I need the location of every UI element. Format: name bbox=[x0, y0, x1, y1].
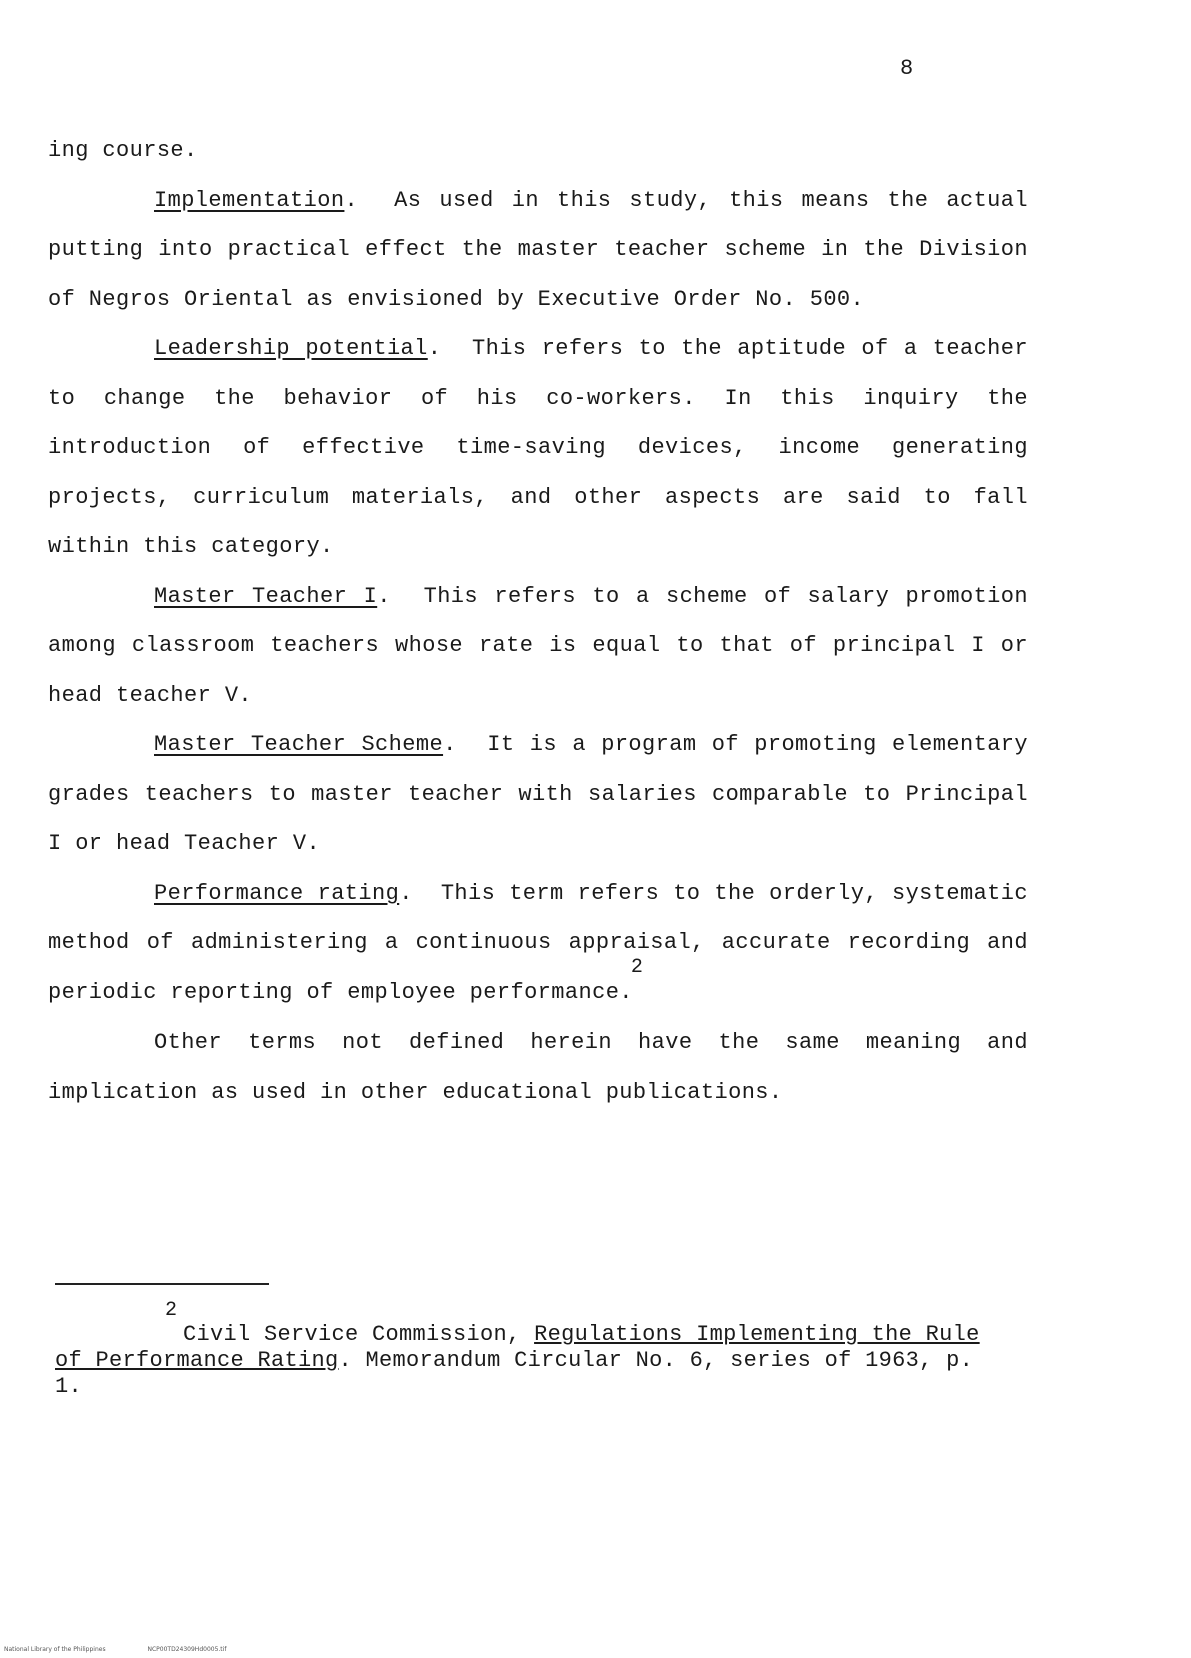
footnote-mark: 2 bbox=[165, 1299, 178, 1322]
footnote-author: Civil Service Commission, bbox=[183, 1322, 521, 1347]
footnote-rest: . Memorandum Circular No. 6, series of 1963, p. 1. bbox=[55, 1348, 974, 1399]
definition-master-teacher-scheme: Master Teacher Scheme. It is a program of promoting elementary grades teachers to master teacher with salaries comparable to Principal I or head Teacher V. bbox=[48, 732, 1028, 856]
archive-footer bbox=[4, 1646, 266, 1653]
term-performance-rating: Performance rating bbox=[154, 880, 400, 906]
definition-text: It is a program of promoting elementary grades teachers to master teacher with salaries comparable to Principal I or head Teacher V. bbox=[48, 732, 1028, 856]
definition-text: This refers to a scheme of salary promotion among classroom teachers whose rate is equal to that of principal I or head teacher V. bbox=[48, 583, 1028, 708]
term-master-teacher-i: Master Teacher I bbox=[154, 583, 378, 609]
footnote bbox=[55, 1300, 995, 1400]
page-number: 8 bbox=[900, 56, 914, 81]
definition-leadership-potential: Leadership potential. This refers to the aptitude of a teacher to change the behavior of his co-workers. In this inquiry the introduction of effective time-saving devices, income generating projects, curriculum materials, and other aspects are said to fall within this category. bbox=[48, 336, 1028, 559]
closing-paragraph: Other terms not defined herein have the same meaning and implication as used in other educational publications. bbox=[48, 1030, 1028, 1105]
definition-master-teacher-i: Master Teacher I. This refers to a scheme of salary promotion among classroom teachers whose rate is equal to that of principal I or head teacher V. bbox=[48, 583, 1028, 708]
footnote-divider bbox=[55, 1283, 269, 1285]
footnote-citation bbox=[55, 1322, 995, 1400]
definition-text: This refers to the aptitude of a teacher to change the behavior of his co-workers. In this inquiry the introduction of effective time-saving devices, income generating projects, curriculum materials, and other aspects are said to fall within this category. bbox=[48, 336, 1028, 559]
body-text bbox=[48, 126, 1028, 1117]
definition-text: This term refers to the orderly, systematic method of administering a continuous appraisal, accurate recording and periodic reporting of employee performance. bbox=[48, 880, 1028, 1005]
term-implementation: Implementation bbox=[154, 187, 345, 213]
term-leadership-potential: Leadership potential bbox=[154, 336, 428, 361]
term-master-teacher-scheme: Master Teacher Scheme bbox=[154, 732, 444, 757]
continuation-paragraph: ing course. bbox=[48, 138, 198, 163]
definition-performance-rating: Performance rating. This term refers to the orderly, systematic method of administering a continuous appraisal, accurate recording and periodic reporting of employee performance.2 bbox=[48, 880, 1028, 1005]
footnote-title: Regulations Implementing the Rule of Performance Rating bbox=[55, 1322, 980, 1373]
footnote-reference: 2 bbox=[630, 955, 644, 979]
definition-implementation: Implementation. As used in this study, this means the actual putting into practical effect the master teacher scheme in the Division of Negros Oriental as envisioned by Executive Order No. 500. bbox=[48, 187, 1028, 312]
archive-library: National Library of the Philippines bbox=[4, 1646, 106, 1653]
archive-file-id: NCP00TD24309Hd0005.tif bbox=[147, 1646, 227, 1653]
definition-text: As used in this study, this means the actual putting into practical effect the master teacher scheme in the Division of Negros Oriental as envisioned by Executive Order No. 500. bbox=[48, 187, 1028, 312]
